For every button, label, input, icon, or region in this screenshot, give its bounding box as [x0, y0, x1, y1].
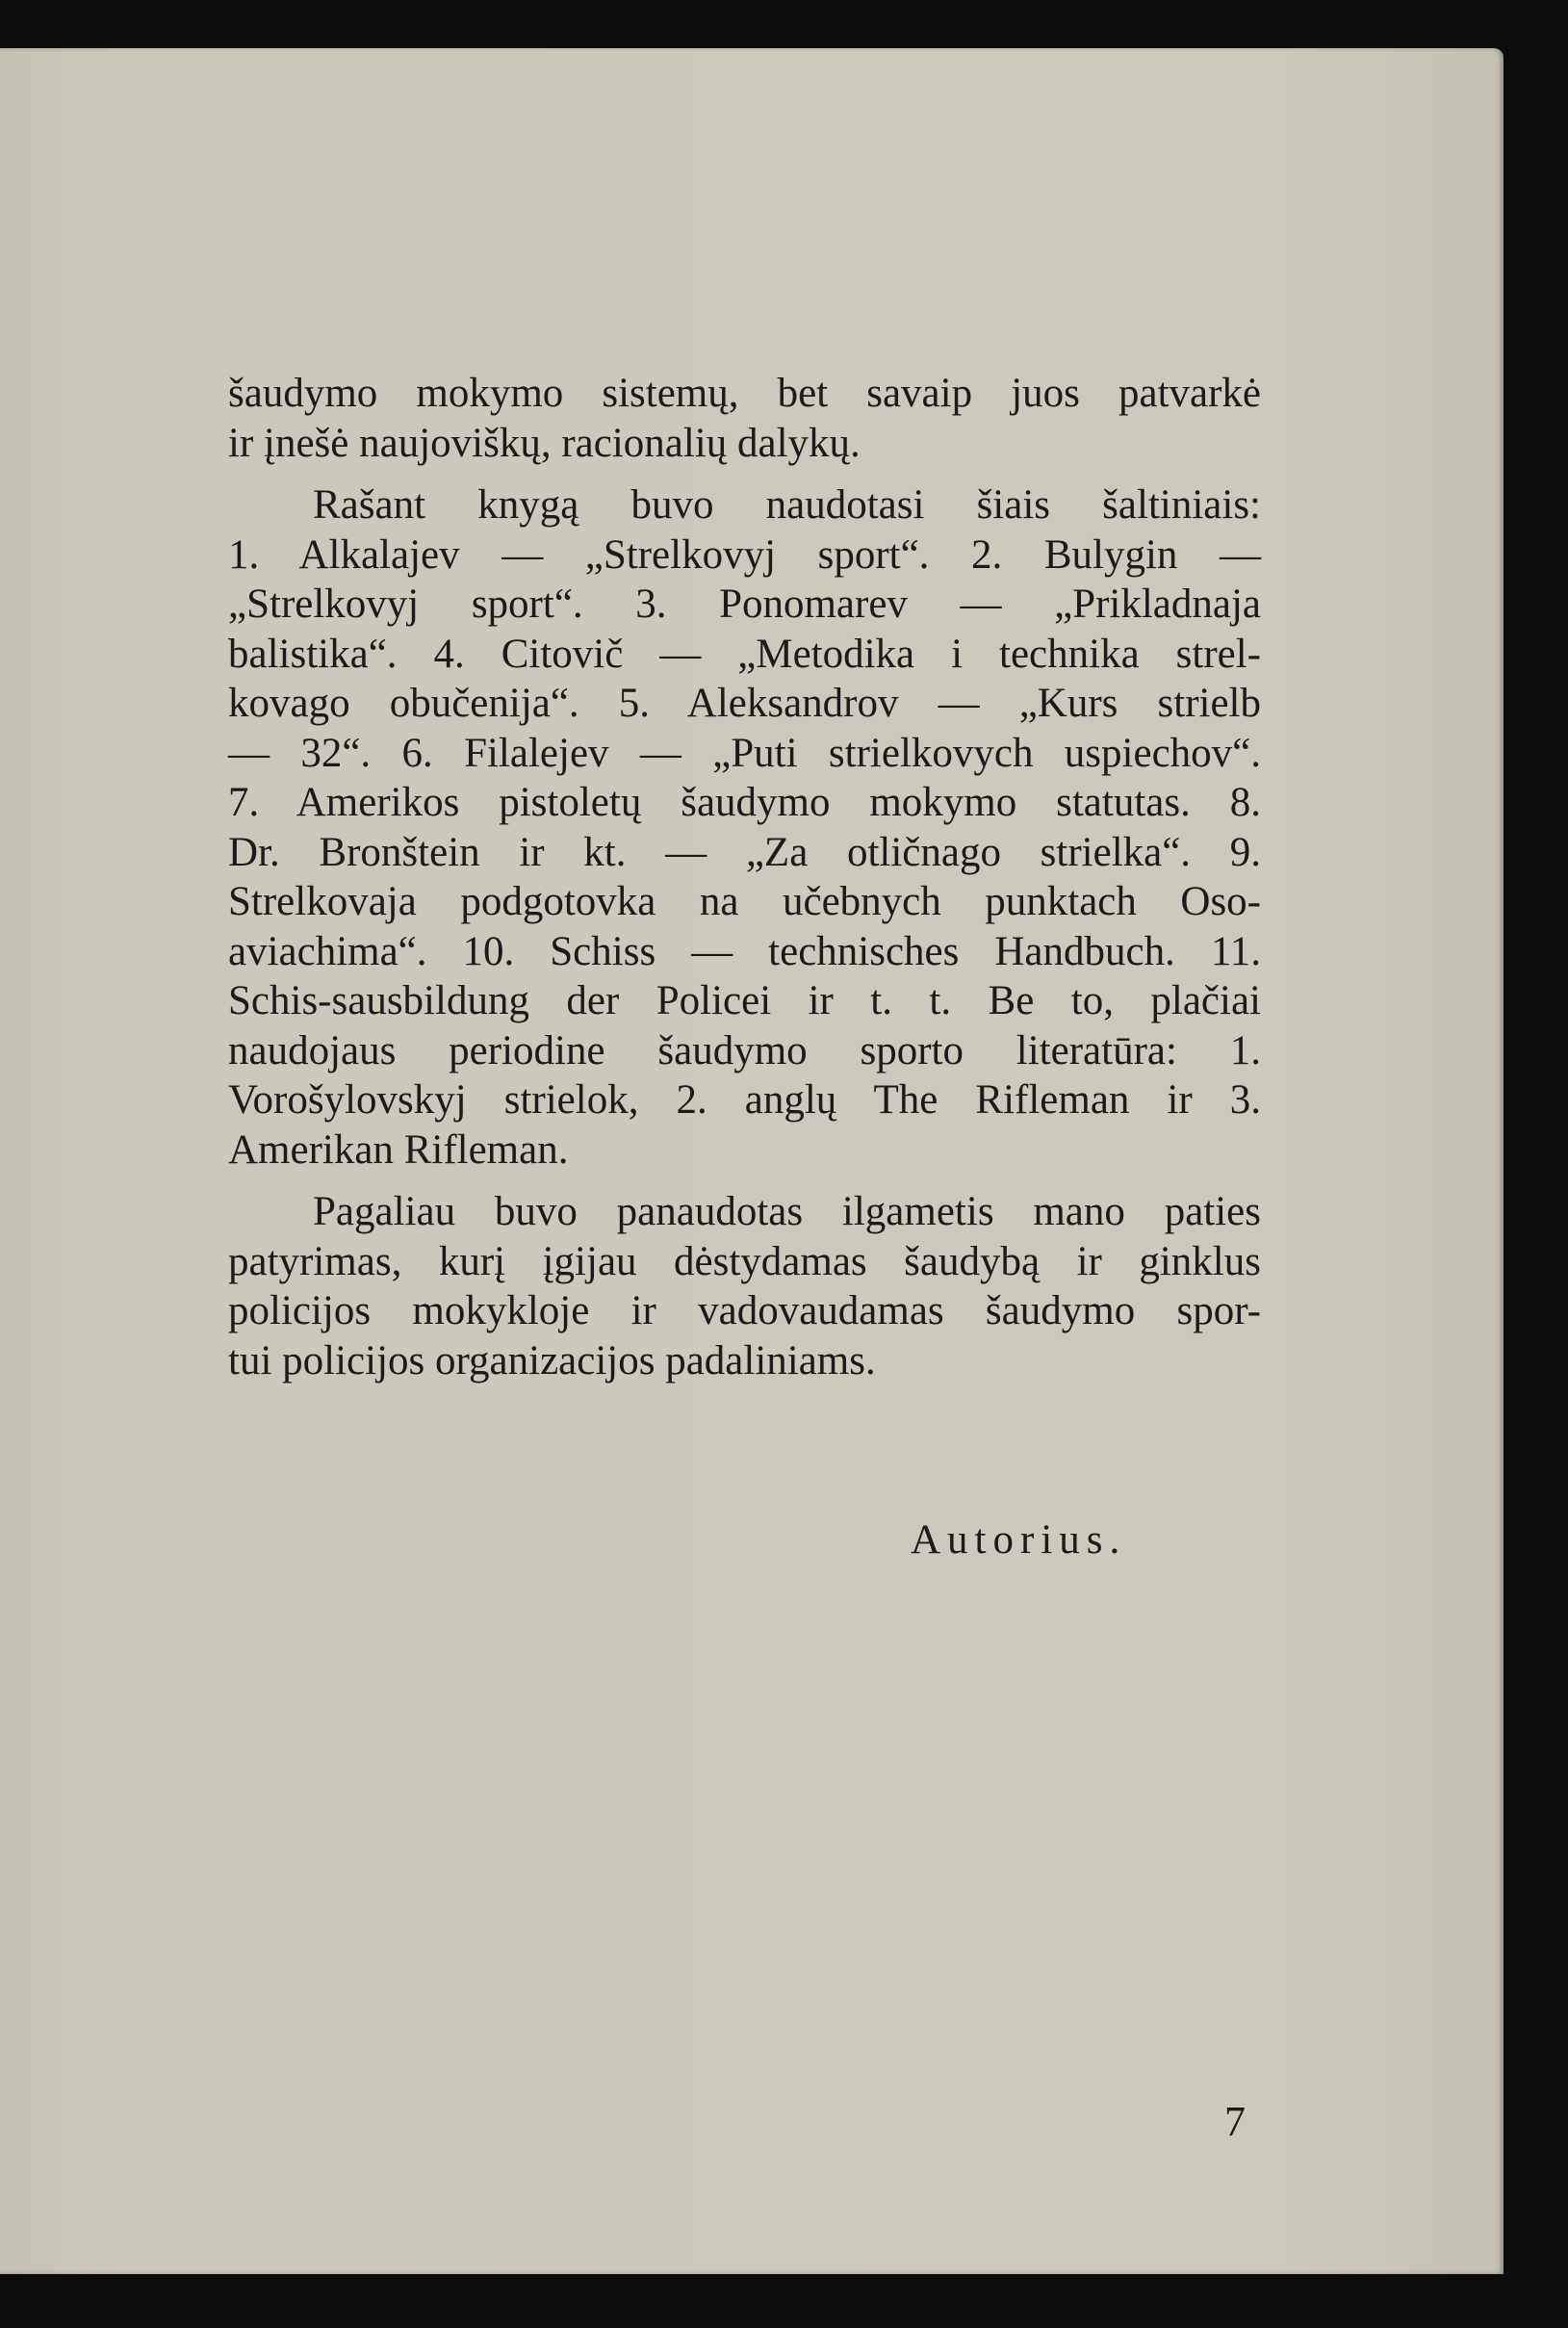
text-line: policijos mokykloje ir vadovaudamas šaudymo spor- — [228, 1288, 1261, 1333]
body-text — [228, 369, 1261, 1398]
text-line: Pagaliau buvo panaudotas ilgametis mano paties — [313, 1189, 1261, 1234]
text-line: Amerikan Rifleman. — [228, 1126, 569, 1173]
text-line: — 32“. 6. Filalejev — „Puti strielkovych uspiechov“. — [228, 730, 1261, 776]
paragraph-2-sources — [228, 480, 1261, 1175]
author-signature: Autorius. — [911, 1517, 1127, 1563]
text-line: patyrimas, kurį įgijau dėstydamas šaudybą ir ginklus — [228, 1238, 1261, 1284]
text-line: Schis-sausbildung der Policei ir t. t. Be to, plačiai — [228, 978, 1261, 1023]
text-line: tui policijos organizacijos padaliniams. — [228, 1337, 876, 1384]
text-line: 7. Amerikos pistoletų šaudymo mokymo statutas. 8. — [228, 780, 1261, 825]
text-line: 1. Alkalajev — „Strelkovyj sport“. 2. Bulygin — — [228, 531, 1261, 578]
text-line: „Strelkovyj sport“. 3. Ponomarev — „Prikladnaja — [228, 582, 1261, 627]
text-line: kovago obučenija“. 5. Aleksandrov — „Kurs strielb — [228, 681, 1261, 726]
book-page — [0, 48, 1504, 2274]
text-line: balistika“. 4. Citovič — „Metodika i technika strel- — [228, 631, 1261, 677]
paragraph-1 — [228, 369, 1261, 468]
text-line: šaudymo mokymo sistemų, bet savaip juos patvarkė — [228, 371, 1261, 416]
text-line: Vorošylovskyj strielok, 2. anglų The Rifleman ir 3. — [228, 1077, 1261, 1123]
text-line: aviachima“. 10. Schiss — technisches Handbuch. 11. — [228, 928, 1261, 974]
text-line: ir įnešė naujoviškų, racionalių dalykų. — [228, 420, 861, 466]
page-number: 7 — [1224, 2098, 1246, 2145]
text-line: Strelkovaja podgotovka na učebnych punktach Oso- — [228, 879, 1261, 924]
text-line: Rašant knygą buvo naudotasi šiais šaltiniais: — [313, 482, 1261, 528]
paragraph-3 — [228, 1187, 1261, 1385]
text-line: Dr. Bronštein ir kt. — „Za otličnago strielka“. 9. — [228, 829, 1261, 875]
text-line: naudojaus periodine šaudymo sporto literatūra: 1. — [228, 1027, 1261, 1073]
